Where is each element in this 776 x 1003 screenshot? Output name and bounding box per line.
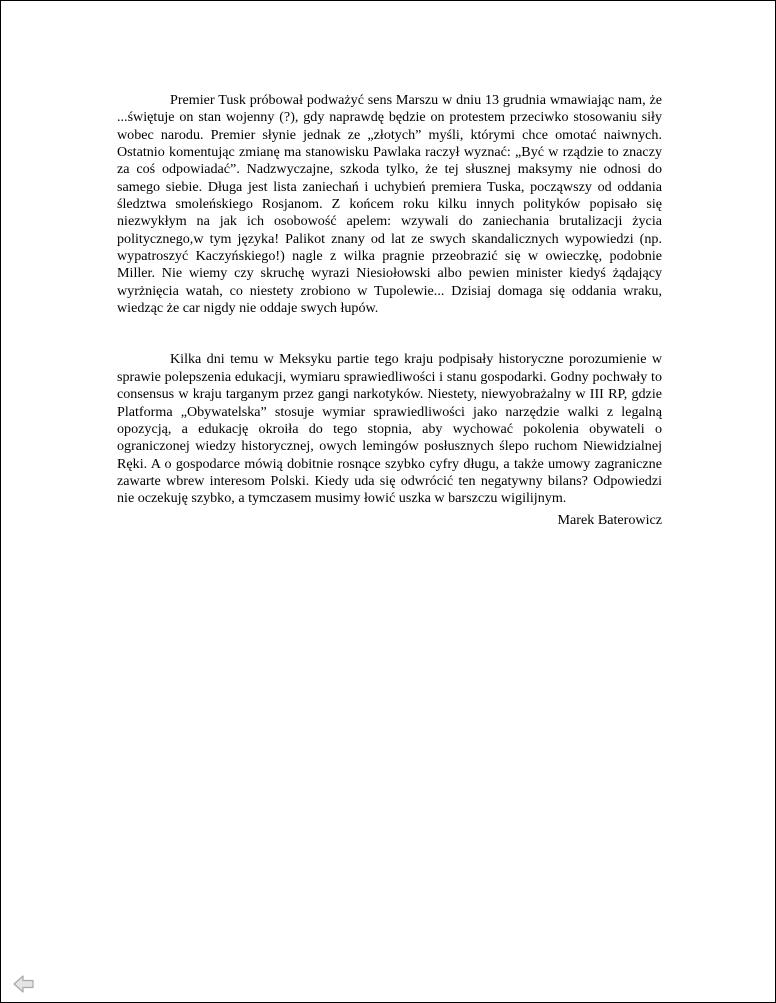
document-body <box>117 92 662 529</box>
author-signature: Marek Baterowicz <box>557 511 662 528</box>
arrow-left-icon-graphic <box>13 974 35 994</box>
paragraph-1: Premier Tusk próbował podważyć sens Marszu w dniu 13 grudnia wmawiając nam, że ...świętuje on stan wojenny (?), gdy naprawdę będzie on protestem przeciwko stosowaniu siły wobec narodu. Premier słynie jednak ze „złotych” myśli, którymi chce omotać naiwnych. Ostatnio komentując zmianę ma stanowisku Pawlaka raczył wyznać: „Być w rządzie to znaczy za coś odpowiadać”. Nadzwyczajne, szkoda tylko, że tej słusznej maksymy nie odnosi do samego siebie. Długa jest lista zaniechań i uchybień premiera Tuska, począwszy od oddania śledztwa smoleńskiego Rosjanom. Z końcem roku kilku innych polityków popisało się niezwykłym na jak ich osobowość apelem: wzywali do zaniechania brutalizacji życia politycznego,w tym języka! Palikot znany od lat ze swych skandalicznych wypowiedzi (np. wypatroszyć Kaczyńskiego!) nagle z wilka pragnie przeobrazić się w owieczkę, podobnie Miller. Nie wiemy czy skruchę wyrazi Niesiołowski albo pewien minister kiedyś żądający wyrżnięcia watah, co niestety zrobiono w Tupolewie... Dzisiaj domaga się oddania wraku, wiedząc że car nigdy nie oddaje swych łupów. <box>117 92 662 317</box>
paragraph-2: Kilka dni temu w Meksyku partie tego kraju podpisały historyczne porozumienie w sprawie polepszenia edukacji, wymiaru sprawiedliwości i stanu gospodarki. Godny pochwały to consensus w kraju targanym przez gangi narkotyków. Niestety, niewyobrażalny w III RP, gdzie Platforma „Obywatelska” stosuje wymiar sprawiedliwości jako narzędzie walki z legalną opozycją, a edukację okroiła do tego stopnia, aby wychować pokolenia obywateli o ograniczonej wiedzy historycznej, owych lemingów posłusznych ślepo ruchom Niewidzialnej Ręki. A o gospodarce mówią dobitnie rosnące szybko cyfry długu, a także umowy zagraniczne zawarte wbrew interesom Polski. Kiedy uda się odwrócić ten negatywny bilans? Odpowiedzi nie oczekuję szybko, a tymczasem musimy łowić uszka w barszczu wigilijnym. <box>117 351 662 507</box>
arrow-left-icon[interactable] <box>13 974 35 994</box>
